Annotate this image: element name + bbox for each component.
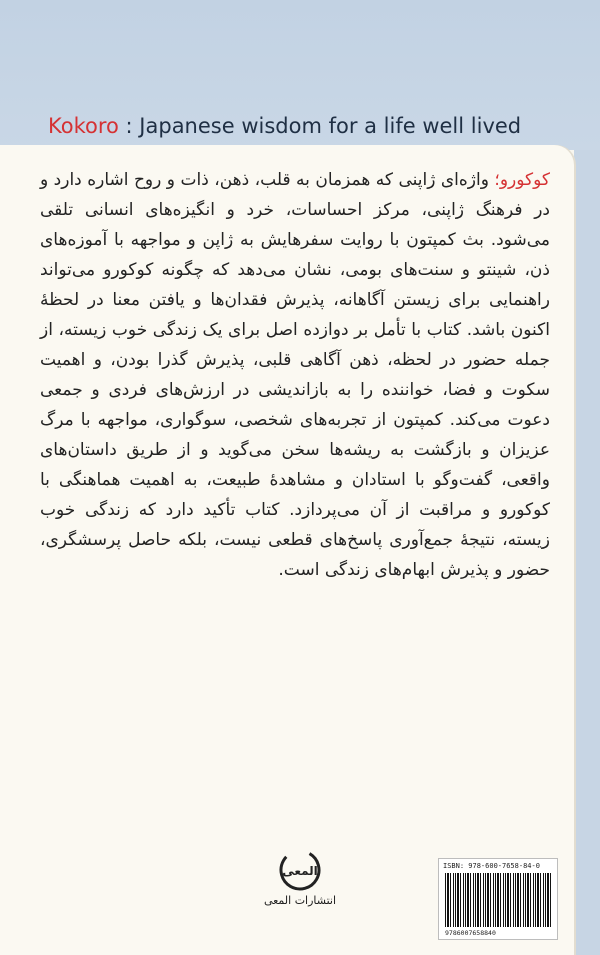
barcode-bars (445, 873, 551, 927)
spine-edge-band (574, 150, 600, 955)
isbn-barcode (438, 858, 558, 940)
description-lead-word: کوکورو؛ (494, 170, 550, 190)
english-subtitle: Japanese wisdom for a life well lived (139, 114, 522, 138)
publisher-logo-icon (278, 848, 322, 892)
title-separator: : (118, 114, 140, 138)
book-description (40, 165, 550, 585)
publisher-block (262, 848, 338, 907)
isbn-label: ISBN: 978-600-7658-84-0 (443, 862, 540, 870)
header-title-line (48, 112, 521, 140)
publisher-logo-text: المعی (282, 864, 318, 878)
publisher-name: انتشارات المعی (263, 894, 337, 907)
description-body: واژه‌ای ژاپنی که همزمان به قلب، ذهن، ذات و روح اشاره دارد و در فرهنگ ژاپنی، مرکز احساسات، خرد و انگیزه‌های انسانی تلقی می‌شود. بث کمپتون با روایت سفرهایش به ژاپن و مواجهه با آموزه‌های ذن، شینتو و سنت‌های بومی، نشان می‌دهد که چگونه کوکورو می‌تواند راهنمایی برای زیستن آگاهانه، پذیرش فقدان‌ها و یافتن معنا در لحظهٔ اکنون باشد. کتاب با تأمل بر دوازده اصل برای یک زندگی خوب زیسته، از جمله حضور در لحظه، ذهن آگاهی قلبی، پذیرش گذرا بودن، و اهمیت سکوت و فضا، خواننده را به بازاندیشی در ارزش‌های فردی و جمعی دعوت می‌کند. کمپتون از تجربه‌های شخصی، سوگواری، مواجهه با مرگ عزیزان و بازگشت به ریشه‌ها سخن می‌گوید و از طریق داستان‌های واقعی، گفت‌وگو با استادان و مشاهدهٔ طبیعت، به اهمیت هماهنگی با کوکورو و مراقبت از آن می‌پردازد. کتاب تأکید دارد که زندگی خوب زیسته، نتیجهٔ جمع‌آوری پاسخ‌های قطعی نیست، بلکه حاصل پرسشگری، حضور و پذیرش ابهام‌های زندگی است. (40, 170, 550, 580)
english-title: Kokoro (48, 114, 119, 138)
barcode-number: 9786007658840 (445, 929, 496, 937)
